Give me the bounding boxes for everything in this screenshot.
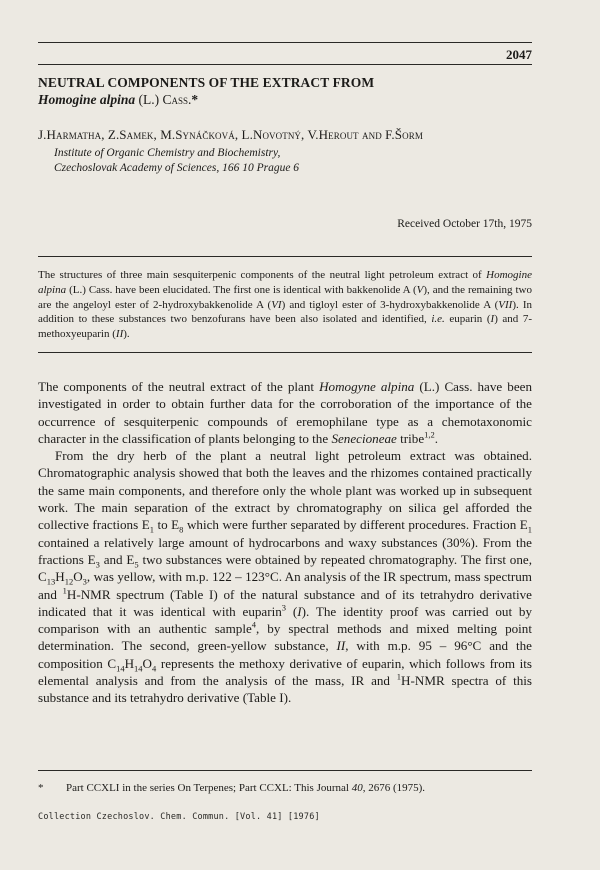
article-title <box>38 74 532 108</box>
affiliation <box>54 146 514 176</box>
abstract <box>38 268 532 342</box>
abstract-rule-top <box>38 256 532 257</box>
title-line-2: Homogine alpina (L.) Cass.* <box>38 92 199 107</box>
paragraph-1: The components of the neutral extract of the plant Homogyne alpina (L.) Cass. have been investigated in order to obtain further data for the corroboration of the importance of the occurrence of sesquiterpenic compounds of eremophilane type as a chemotaxonomic character in the classification of plants belonging to the Senecioneae tribe$^{1,2}$. <box>38 379 533 446</box>
abstract-rule-bottom <box>38 352 532 353</box>
received-date: Received October 17th, 1975 <box>397 218 532 230</box>
body-text <box>38 378 532 707</box>
header-rule <box>38 42 532 43</box>
header-rule-lower <box>38 64 532 65</box>
title-line-1: NEUTRAL COMPONENTS OF THE EXTRACT FROM <box>38 75 375 90</box>
abstract-text: The structures of three main sesquiterpenic components of the neutral light petroleum extract of Homogine alpina (L.) Cass. have been elucidated. The first one is identical with bakkenolide A (V), and the remaining two are the angeloyl ester of 2-hydroxybakkenolide A (VI) and tigloyl ester of 3-hydroxybakkenolide A (VII). In addition to these substances two benzofurans have been also isolated and identified, i.e. euparin (I) and 7-methoxyeuparin (II). <box>38 269 532 341</box>
footnote-rule <box>38 770 532 771</box>
affiliation-line-2: Czechoslovak Academy of Sciences, 166 10 Prague 6 <box>54 162 300 174</box>
paragraph-2: From the dry herb of the plant a neutral light petroleum extract was obtained. Chromatographic analysis showed that both the leaves and the rhizomes contained practically the same main components, and therefore only the whole plant was worked up in subsequent work. The main separation of the extract by chromatography on silica gel afforded the collective fractions $E_1$ to $E_8$ which were further separated by different procedures. Fraction $E_1$ contained a relatively large amount of hydrocarbons and waxy substances (30%). From the fractions $E_3$ and $E_5$ two substances were obtained by repeated chromatography. The first one, $C_{13}H_{12}O_3$, was yellow, with m.p. 122 – 123°C. An analysis of the IR spectrum, mass spectrum and $^1$H-NMR spectrum (Table I) of the natural substance and of its tetrahydro derivative indicated that it was identical with euparin$^3$ (I). The identity proof was carried out by comparison with an authentic sample$^4$, by spectral methods and mixed melting point determination. The second, green-yellow substance, II, with m.p. 95 – 96°C and the composition $C_{14}H_{14}O_4$ represents the methoxy derivative of euparin, which follows from its elemental analysis and from the analysis of the mass, IR and $^1$H-NMR spectra of this substance and its tetrahydro derivative (Table I). <box>38 448 532 706</box>
page-number: 2047 <box>506 47 532 62</box>
footnote-text: Part CCXLI in the series On Terpenes; Part CCXL: This Journal 40, 2676 (1975). <box>66 782 426 794</box>
author-list: J.Harmatha, Z.Samek, M.Synáčková, L.Novotný, V.Herout and F.Šorm <box>38 127 423 142</box>
footnote-mark: * <box>38 782 44 794</box>
affiliation-line-1: Institute of Organic Chemistry and Biochemistry, <box>54 147 281 159</box>
collection-citation: Collection Czechoslov. Chem. Commun. [Vol. 41] [1976] <box>38 812 320 822</box>
title-species: Homogine alpina <box>38 92 136 107</box>
